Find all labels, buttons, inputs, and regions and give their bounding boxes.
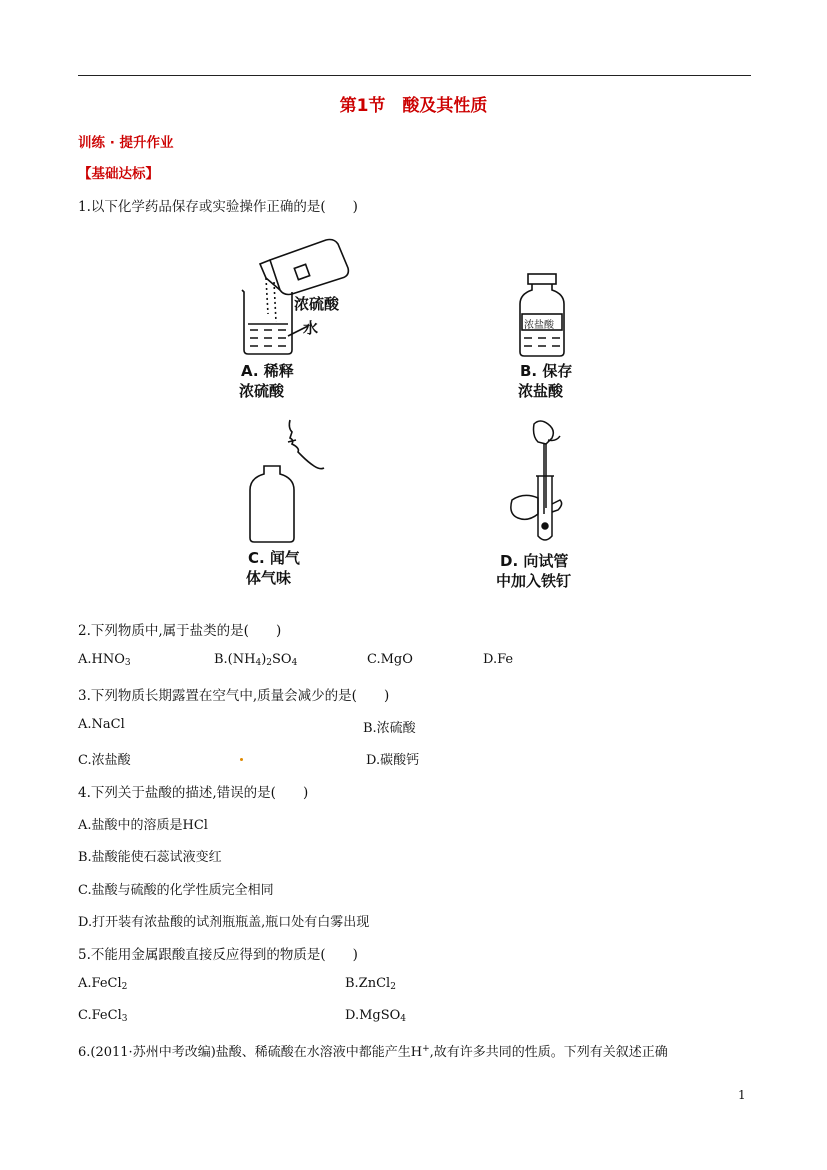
figure-a-caption-line1: A. 稀释 bbox=[241, 362, 294, 380]
figure-d-caption-line2: 中加入铁钉 bbox=[496, 572, 572, 590]
figure-b-caption-line1: B. 保存 bbox=[520, 362, 573, 380]
q2-option-c: C.MgO bbox=[367, 652, 413, 667]
figure-b-caption-line2: 浓盐酸 bbox=[518, 382, 564, 400]
figure-c-caption-line1: C. 闻气 bbox=[248, 549, 300, 567]
question-4: 4.下列关于盐酸的描述,错误的是( ) bbox=[78, 785, 309, 801]
q2-option-d: D.Fe bbox=[483, 652, 514, 667]
q5-option-c: C.FeCl$_3$ bbox=[78, 1008, 128, 1024]
q4-option-b: B.盐酸能使石蕊试液变红 bbox=[78, 850, 222, 865]
q5-option-b: B.ZnCl$_2$ bbox=[345, 976, 396, 992]
header-rule bbox=[78, 75, 751, 76]
q3-option-d: D.碳酸钙 bbox=[366, 753, 420, 768]
page-title: 第1节 酸及其性质 bbox=[339, 96, 488, 116]
q4-option-a: A.盐酸中的溶质是HCl bbox=[78, 818, 208, 833]
section-practice: 训练 · 提升作业 bbox=[78, 135, 174, 151]
section-basic: 【基础达标】 bbox=[78, 166, 159, 182]
figure-a-label-water: 水 bbox=[303, 319, 319, 337]
figure-a-caption-line2: 浓硫酸 bbox=[239, 382, 285, 400]
q2-option-b: $B.(NH_4)_2SO_4$ bbox=[214, 652, 298, 668]
figure-b-bottle-label: 浓盐酸 bbox=[524, 320, 554, 331]
question-2: 2.下列物质中,属于盐类的是( ) bbox=[78, 623, 282, 639]
stray-dot bbox=[240, 758, 243, 761]
figure-d-caption-line1: D. 向试管 bbox=[500, 552, 569, 570]
q5-option-d: D.MgSO$_4$ bbox=[345, 1008, 407, 1024]
q3-option-a: A.NaCl bbox=[78, 717, 125, 732]
q2-option-a: $A.HNO_3$ bbox=[78, 652, 131, 668]
figure-c-smell-gas bbox=[244, 418, 328, 544]
figure-b-hcl-bottle bbox=[514, 270, 570, 360]
figure-a-label-acid: 浓硫酸 bbox=[294, 295, 340, 313]
question-1: 1.以下化学药品保存或实验操作正确的是( ) bbox=[78, 199, 358, 215]
figure-c-caption-line2: 体气味 bbox=[246, 569, 292, 587]
figure-d-nail-test-tube bbox=[504, 418, 580, 548]
question-5: 5.不能用金属跟酸直接反应得到的物质是( ) bbox=[78, 947, 358, 963]
question-3: 3.下列物质长期露置在空气中,质量会减少的是( ) bbox=[78, 688, 390, 704]
q4-option-d: D.打开装有浓盐酸的试剂瓶瓶盖,瓶口处有白雾出现 bbox=[78, 915, 370, 930]
q4-option-c: C.盐酸与硫酸的化学性质完全相同 bbox=[78, 883, 274, 898]
q5-option-a: A.FeCl$_2$ bbox=[78, 976, 128, 992]
question-6: 6.(2011·苏州中考改编)盐酸、稀硫酸在水溶液中都能产生H+,故有许多共同的性质。下列有关叙述正确 bbox=[78, 1044, 668, 1060]
q3-option-b: B.浓硫酸 bbox=[363, 721, 416, 736]
page-number: 1 bbox=[738, 1088, 746, 1102]
q3-option-c: C.浓盐酸 bbox=[78, 753, 131, 768]
